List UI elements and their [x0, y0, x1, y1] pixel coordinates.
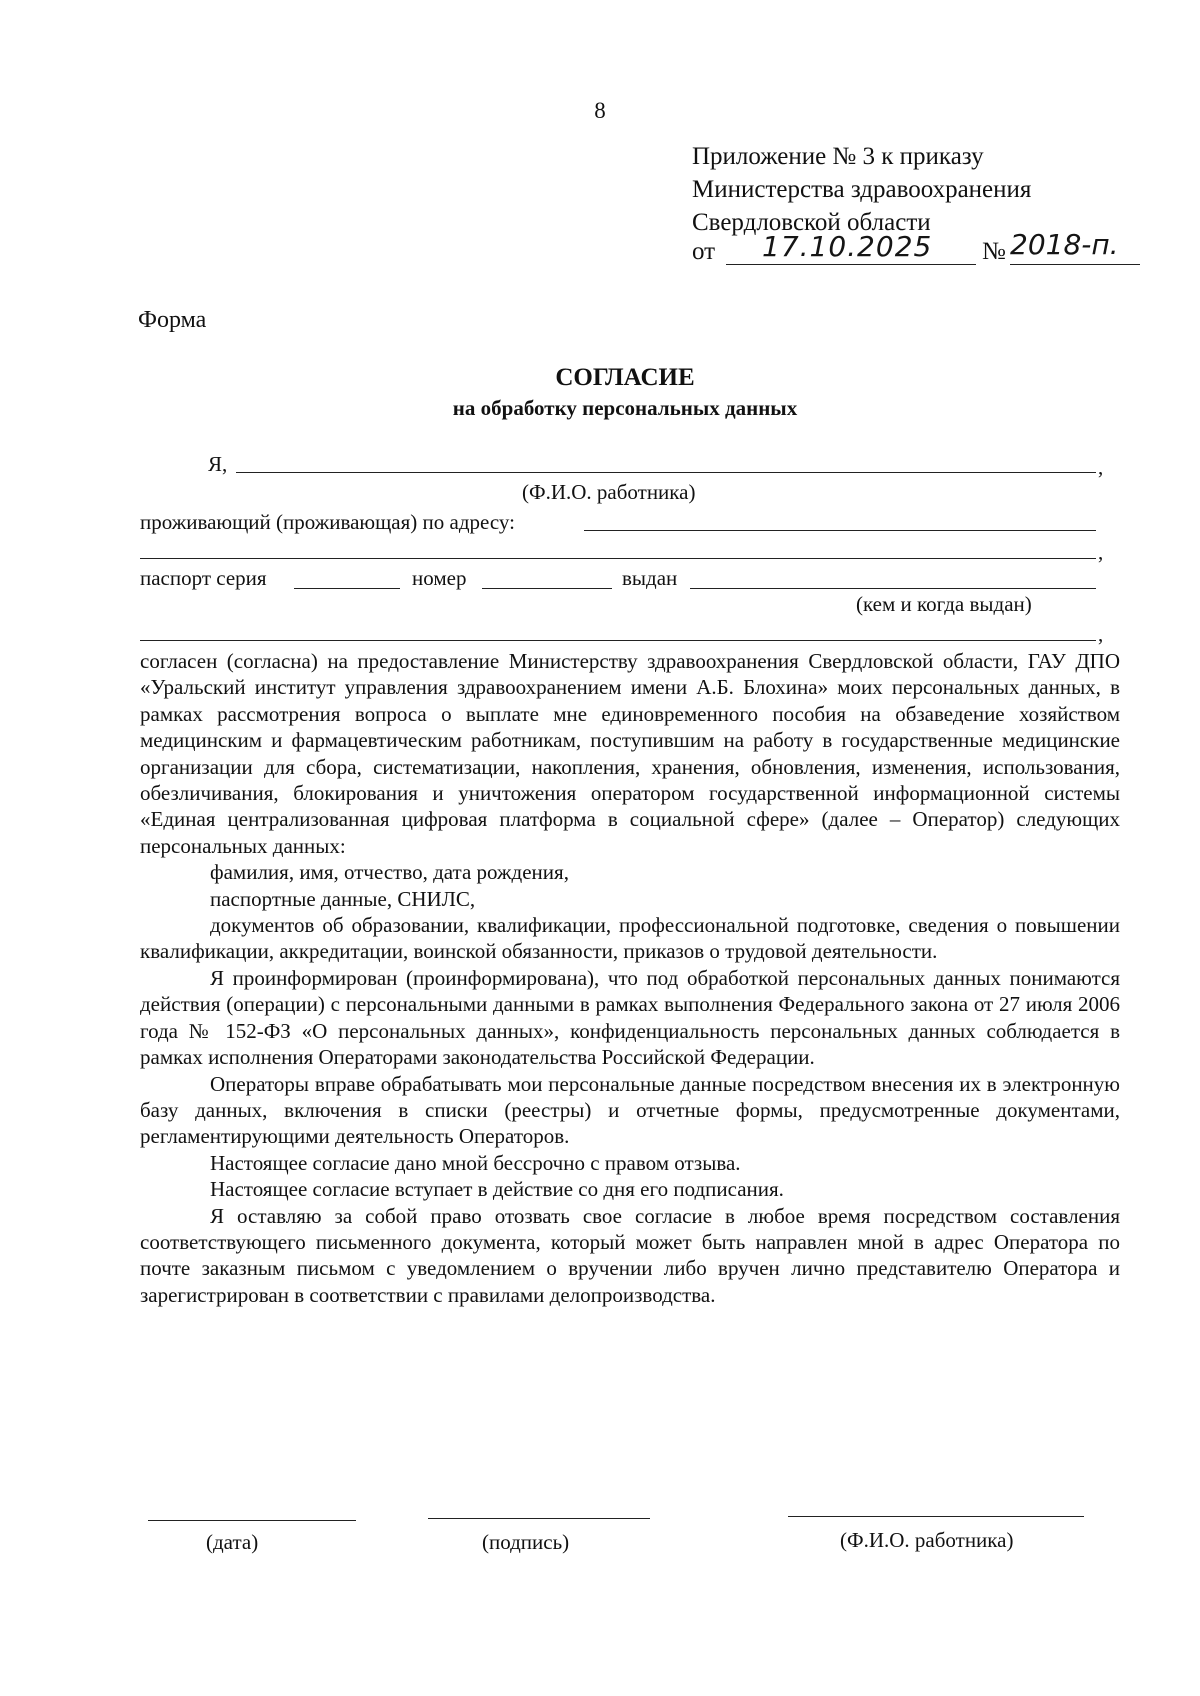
data-item-3: документов об образовании, квалификации, профессиональной подготовке, сведения о повышении квалификации, аккредитации, воинской обязанности, приказов о трудовой деятельности. — [140, 913, 1120, 964]
passport-series-line[interactable] — [294, 588, 400, 589]
issued-caption: (кем и когда выдан) — [856, 592, 1032, 616]
date-prefix: от — [692, 238, 716, 265]
appendix-line-3: Свердловской области — [692, 209, 931, 236]
consent-body — [140, 648, 1120, 1308]
handwritten-date: 17.10.2025 — [762, 230, 933, 263]
handwritten-number: 2018-п. — [1010, 228, 1119, 261]
consent-paragraph-1: согласен (согласна) на предоставление Министерству здравоохранения Свердловской области, ГАУ ДПО «Уральский институт управления здравоохранением имени А.Б. Блохина» моих персональных данных, в рамках рассмотрения вопроса о выплате мне единовременного пособия на обзаведение хозяйством медицинским и фармацевтическим работникам, поступившим на работу в государственные медицинские организации для сбора, систематизации, накопления, хранения, обновления, изменения, использования, обезличивания, блокирования и уничтожения оператором государственной информационной системы «Единая централизованная цифровая платформа в социальной сфере» (далее – Оператор) следующих персональных данных: — [140, 649, 1120, 858]
passport-number-line[interactable] — [482, 588, 612, 589]
fio-comma: , — [1098, 455, 1104, 479]
fio-input-line[interactable] — [236, 472, 1096, 473]
passport-series-label: паспорт серия — [140, 566, 267, 590]
fio-signature-line[interactable] — [788, 1516, 1084, 1517]
form-label: Форма — [138, 307, 207, 333]
issued-input-line[interactable] — [690, 588, 1096, 589]
appendix-line-2: Министерства здравоохранения — [692, 176, 1032, 203]
document-subtitle: на обработку персональных данных — [452, 396, 798, 420]
number-sign: № — [982, 238, 1006, 265]
passport-number-label: номер — [412, 566, 467, 590]
address-input-line-2[interactable] — [140, 558, 1096, 559]
consent-paragraph-3: Операторы вправе обрабатывать мои персональные данные посредством внесения их в электронную базу данных, включения в списки (реестры) и отчетные формы, предусмотренные документами, регламентирующими деятельность Операторов. — [140, 1071, 1120, 1149]
issued-input-line-2[interactable] — [140, 640, 1096, 641]
date-caption: (дата) — [206, 1530, 259, 1554]
consent-paragraph-4: Настоящее согласие дано мной бессрочно с правом отзыва. — [210, 1150, 741, 1175]
fio-signature-caption: (Ф.И.О. работника) — [840, 1528, 1014, 1552]
page-number: 8 — [594, 98, 606, 123]
signature-line[interactable] — [428, 1518, 650, 1519]
date-underline — [726, 264, 976, 265]
appendix-header — [692, 140, 1172, 239]
consent-paragraph-6: Я оставляю за собой право отозвать свое согласие в любое время посредством составления соответствующего письменного документа, который может быть направлен мной в адрес Оператора по почте заказным письмом с уведомлением о вручении либо вручен лично представителю Оператора и зарегистрирован в соответствии с правилами делопроизводства. — [140, 1203, 1120, 1307]
address-comma: , — [1098, 540, 1104, 564]
document-title: СОГЛАСИЕ — [555, 364, 695, 391]
issued-comma: , — [1098, 622, 1104, 646]
date-signature-line[interactable] — [148, 1520, 356, 1521]
number-underline — [1010, 264, 1140, 265]
appendix-line-1: Приложение № 3 к приказу — [692, 143, 984, 170]
signature-caption: (подпись) — [482, 1530, 570, 1554]
address-input-line[interactable] — [584, 530, 1096, 531]
consent-paragraph-5: Настоящее согласие вступает в действие со дня его подписания. — [210, 1177, 784, 1202]
data-item-2: паспортные данные, СНИЛС, — [210, 886, 476, 911]
consent-paragraph-2: Я проинформирован (проинформирована), что под обработкой персональных данных понимаются действия (операции) с персональными данными в рамках выполнения Федерального закона от 27 июля 2006 года № 152-ФЗ «О персональных данных», конфиденциальность персональных данных соблюдается в рамках исполнения Операторами законодательства Российской Федерации. — [140, 965, 1120, 1070]
fio-caption: (Ф.И.О. работника) — [522, 480, 696, 504]
i-label: Я, — [208, 452, 228, 476]
order-date-number — [692, 228, 1172, 270]
data-item-1: фамилия, имя, отчество, дата рождения, — [210, 860, 569, 885]
address-label: проживающий (проживающая) по адресу: — [140, 510, 515, 534]
issued-label: выдан — [622, 566, 678, 590]
